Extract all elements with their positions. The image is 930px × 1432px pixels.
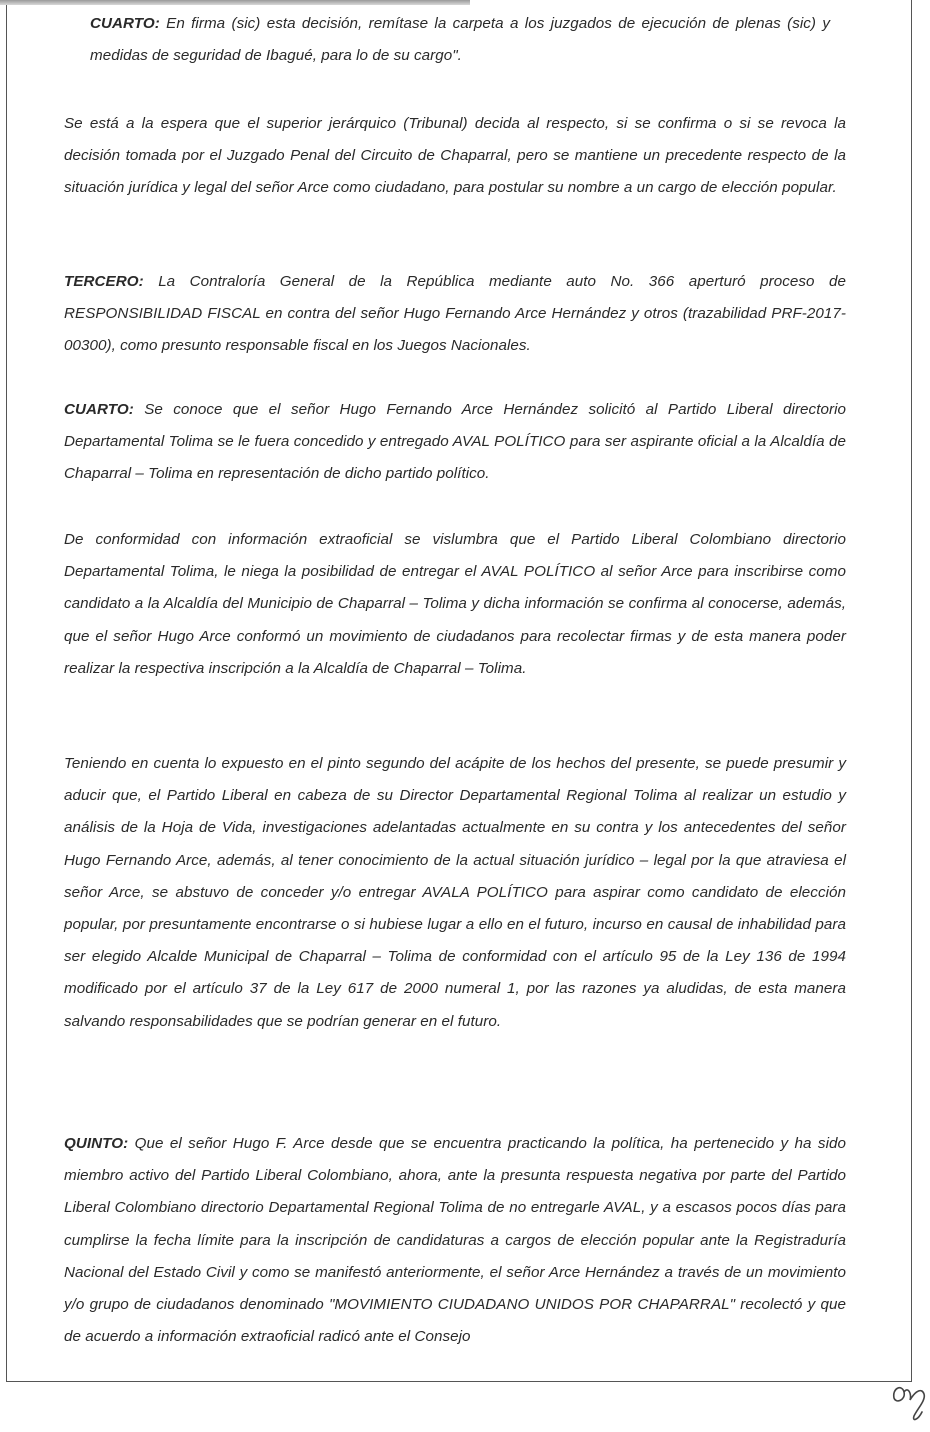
- paragraph-lead: CUARTO:: [64, 401, 134, 418]
- paragraph-text: En firma (sic) esta decisión, remítase la carpeta a los juzgados de ejecución de plenas (sic) y medidas de seguridad de Ibagué, para lo de su cargo".: [90, 15, 830, 65]
- paragraph-text: Se conoce que el señor Hugo Fernando Arce Hernández solicitó al Partido Liberal directorio Departamental Tolima se le fuera concedido y entregado AVAL POLÍTICO para ser aspirante oficial a la Alcaldía de Chaparral – Tolima en representación de dicho partido político.: [64, 401, 846, 483]
- paragraph-text: Que el señor Hugo F. Arce desde que se encuentra practicando la política, ha pertenecido y ha sido miembro activo del Partido Liberal Colombiano, ahora, ante la presunta respuesta negativa por parte del Partido Liberal Colombiano directorio Departamental Regional Tolima de no entregarle AVAL, y a escasos pocos días para cumplirse la fecha límite para la inscripción de candidaturas a cargos de elección popular ante la Registraduría Nacional del Estado Civil y como se manifestó anteriormente, el señor Arce Hernández a través de un movimiento y/o grupo de ciudadanos denominado "MOVIMIENTO CIUDADANO UNIDOS POR CHAPARRAL" recolectó y que de acuerdo a información extraoficial radicó ante el Consejo: [64, 1135, 846, 1346]
- top-rule: [0, 0, 470, 5]
- paragraph-text: Se está a la espera que el superior jerárquico (Tribunal) decida al respecto, si se confirma o si se revoca la decisión tomada por el Juzgado Penal del Circuito de Chaparral, pero se mantiene un precedente respecto de la situación jurídica y legal del señor Arce como ciudadano, para postular su nombre a un cargo de elección popular.: [64, 115, 846, 197]
- paragraph-conformidad: [64, 524, 846, 685]
- paragraph-cuarto-quote: [90, 8, 830, 72]
- paragraph-lead: CUARTO:: [90, 15, 160, 32]
- paragraph-text: La Contraloría General de la República mediante auto No. 366 aperturó proceso de RESPONSIBILIDAD FISCAL en contra del señor Hugo Fernando Arce Hernández y otros (trazabilidad PRF-2017-00300), como presunto responsable fiscal en los Juegos Nacionales.: [64, 273, 846, 355]
- paragraph-espera: [64, 108, 846, 205]
- paragraph-text: De conformidad con información extraoficial se vislumbra que el Partido Liberal Colombiano directorio Departamental Tolima, le niega la posibilidad de entregar el AVAL POLÍTICO al señor Arce para inscribirse como candidato a la Alcaldía del Municipio de Chaparral – Tolima y dicha información se confirma al conocerse, además, que el señor Hugo Arce conformó un movimiento de ciudadanos para recolectar firmas y de esta manera poder realizar la respectiva inscripción a la Alcaldía de Chaparral – Tolima.: [64, 531, 846, 677]
- paragraph-teniendo: [64, 748, 846, 1038]
- paragraph-lead: QUINTO:: [64, 1135, 129, 1152]
- handwritten-signature: [888, 1364, 930, 1424]
- paragraph-quinto: [64, 1128, 846, 1353]
- paragraph-cuarto: [64, 394, 846, 491]
- paragraph-tercero: [64, 266, 846, 363]
- paragraph-text: Teniendo en cuenta lo expuesto en el pinto segundo del acápite de los hechos del presente, se puede presumir y aducir que, el Partido Liberal en cabeza de su Director Departamental Regional Tolima al realizar un estudio y análisis de la Hoja de Vida, investigaciones adelantadas actualmente en su contra y los antecedentes del señor Hugo Fernando Arce, además, al tener conocimiento de la actual situación jurídico – legal por la que atraviesa el señor Arce, se abstuvo de conceder y/o entregar AVALA POLÍTICO para aspirar como candidato de elección popular, por presuntamente encontrarse o si hubiese lugar a ello en el futuro, incurso en causal de inhabilidad para ser elegido Alcalde Municipal de Chaparral – Tolima de conformidad con el artículo 95 de la Ley 136 de 1994 modificado por el artículo 37 de la Ley 617 de 2000 numeral 1, por las razones ya aludidas, de esta manera salvando responsabilidades que se podrían generar en el futuro.: [64, 755, 846, 1030]
- paragraph-lead: TERCERO:: [64, 273, 144, 290]
